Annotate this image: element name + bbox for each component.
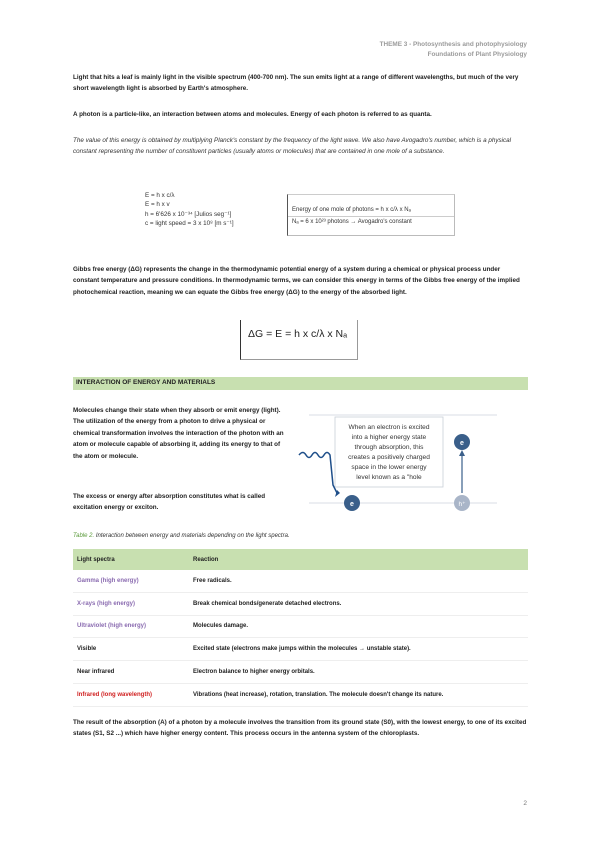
intro-paragraph-3: The value of this energy is obtained by multiplying Planck's constant by the frequency of the light wave. We also have Avogadro's number, which is a physical constant representing the number of constituent particles (usually atoms or molecules) that are contained in one mole of a substance. bbox=[73, 137, 512, 156]
reaction-cell: Electron balance to higher energy orbitals. bbox=[189, 661, 528, 684]
excitation-diagram bbox=[287, 405, 519, 520]
section-title: INTERACTION OF ENERGY AND MATERIALS bbox=[76, 379, 216, 386]
table-caption-label: Table 2. bbox=[73, 533, 95, 539]
electron-excited-label: e bbox=[460, 440, 464, 447]
spectra-cell: Ultraviolet (high energy) bbox=[73, 615, 189, 638]
gibbs-paragraph: Gibbs free energy (ΔG) represents the change in the thermodynamic potential energy of a system during a chemical or physical process under constant temperature and pressure conditions. In thermodynamic terms, we can consider this energy in terms of the Gibbs free energy of the implied photochemical reaction, meaning we can equate the Gibbs free energy (ΔG) to the energy of the absorbed light. bbox=[73, 266, 520, 296]
note-line-5: space in the lower energy bbox=[351, 464, 427, 471]
section-paragraph-2: The excess or energy after absorption constitutes what is called excitation energy or exciton. bbox=[73, 493, 266, 512]
mole-energy-formula: Energy of one mole of photons = h x c/λ x Nₐ bbox=[292, 207, 411, 213]
photon-wave-icon bbox=[299, 453, 337, 494]
box-divider bbox=[288, 216, 454, 217]
table-row bbox=[73, 615, 528, 638]
section-header-bar bbox=[73, 377, 528, 390]
table-caption bbox=[73, 533, 290, 539]
reaction-cell: Vibrations (heat increase), rotation, translation. The molecule doesn't change its nature. bbox=[189, 683, 528, 706]
hole-label: h⁺ bbox=[458, 501, 466, 508]
formula-energy-frequency: E = h x v bbox=[145, 201, 170, 209]
table-row bbox=[73, 570, 528, 592]
table-row bbox=[73, 683, 528, 706]
note-line-1: When an electron is excited bbox=[348, 424, 430, 431]
running-header-theme: THEME 3 - Photosynthesis and photophysiology bbox=[379, 41, 527, 48]
formula-energy-wavelength: E = h x c/λ bbox=[145, 192, 175, 199]
table-row bbox=[73, 592, 528, 615]
page-number: 2 bbox=[523, 800, 527, 807]
excitation-arrowhead-icon bbox=[459, 450, 465, 456]
avogadro-constant: Nₐ = 6 x 10²³ photons → Avogadro's constant bbox=[292, 219, 412, 225]
formula-planck-constant: h = 6'626 x 10⁻³⁴ [Julios seg⁻¹] bbox=[145, 210, 232, 218]
light-spectra-table bbox=[73, 549, 528, 707]
table-row bbox=[73, 661, 528, 684]
spectra-cell: Visible bbox=[73, 638, 189, 661]
spectra-cell: Infrared (long wavelength) bbox=[73, 683, 189, 706]
reaction-cell: Excited state (electrons make jumps within the molecules → unstable state). bbox=[189, 638, 528, 661]
table-header-row bbox=[73, 549, 528, 570]
reaction-cell: Molecules damage. bbox=[189, 615, 528, 638]
table-row bbox=[73, 638, 528, 661]
intro-paragraph-2: A photon is a particle-like, an interaction between atoms and molecules. Energy of each photon is referred to as quanta. bbox=[73, 111, 432, 118]
running-header-course: Foundations of Plant Physiology bbox=[427, 51, 527, 58]
header-reaction: Reaction bbox=[189, 549, 528, 570]
mole-energy-box bbox=[287, 194, 455, 236]
formula-list bbox=[145, 191, 234, 229]
note-line-2: into a higher energy state bbox=[351, 434, 427, 441]
section-paragraph-1: Molecules change their state when they absorb or emit energy (light). The utilization of the energy from a photon to drive a physical or chemical transformation involves the interaction of the photon with an atom or molecule capable of absorbing it, adding its energy to that of the atom or molecule. bbox=[73, 407, 284, 460]
gibbs-equation-box bbox=[240, 320, 358, 360]
formula-light-speed: c = light speed = 3 x 10⁸ [m s⁻¹] bbox=[145, 220, 234, 228]
spectra-cell: Gamma (high energy) bbox=[73, 570, 189, 592]
electron-ground-label: e bbox=[350, 501, 354, 508]
note-line-6: level known as a "hole bbox=[356, 474, 422, 481]
note-line-3: through absorption, this bbox=[354, 444, 424, 451]
spectra-cell: X-rays (high energy) bbox=[73, 592, 189, 615]
table-caption-text: Interaction between energy and materials depending on the light spectra. bbox=[95, 533, 290, 539]
note-line-4: creates a positively charged bbox=[348, 454, 430, 461]
reaction-cell: Free radicals. bbox=[189, 570, 528, 592]
intro-paragraph-1: Light that hits a leaf is mainly light in the visible spectrum (400-700 nm). The sun emits light at a range of different wavelengths, but much of the very short wavelength light is absorbed by Earth's atmosphere. bbox=[73, 74, 519, 93]
spectra-cell: Near infrared bbox=[73, 661, 189, 684]
closing-paragraph: The result of the absorption (A) of a photon by a molecule involves the transition from its ground state (S0), with the lowest energy, to one of its excited states (S1, S2 ...) which have higher energy content. This process occurs in the antenna system of the chloroplasts. bbox=[73, 719, 527, 738]
header-light-spectra: Light spectra bbox=[73, 549, 189, 570]
gibbs-equation: ΔG = E = h x c/λ x Nₐ bbox=[248, 328, 348, 340]
reaction-cell: Break chemical bonds/generate detached electrons. bbox=[189, 592, 528, 615]
